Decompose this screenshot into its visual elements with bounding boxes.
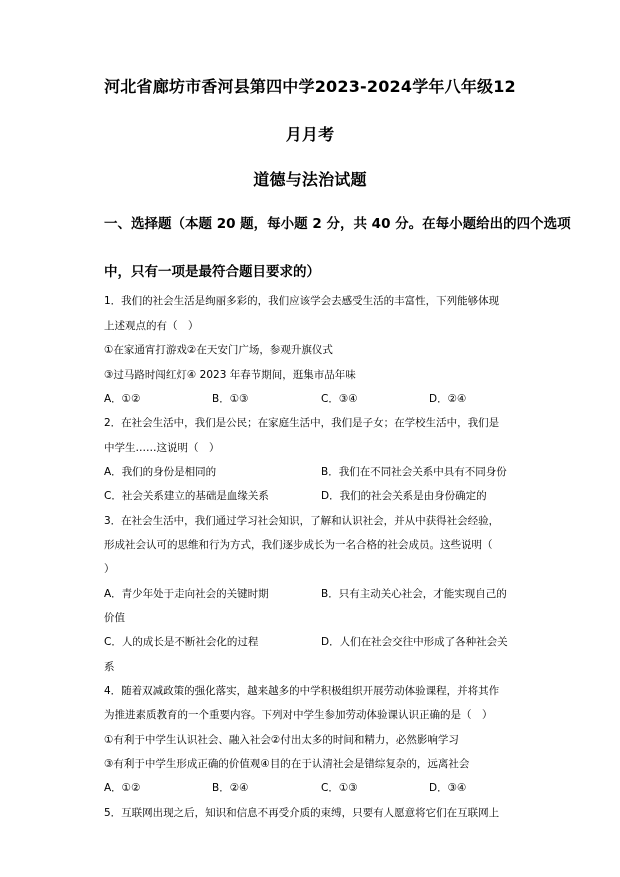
q1-stem-line-1: 1．我们的社会生活是绚丽多彩的，我们应该学会去感受生活的丰富性，下列能够体现 xyxy=(104,295,500,307)
exam-title-line-2: 月月考 xyxy=(285,125,335,144)
q1-option-d: D．②④ xyxy=(429,393,467,405)
q4-item-line-1: ①有利于中学生认识社会、融入社会②付出太多的时间和精力，必然影响学习 xyxy=(104,734,459,746)
q3-option-b: B．只有主动关心社会，才能实现自己的 xyxy=(321,588,507,600)
q2-option-b: B．我们在不同社会关系中具有不同身份 xyxy=(321,466,507,478)
q1-item-line-2: ③过马路时闯红灯④ 2023 年春节期间，逛集市品年味 xyxy=(104,369,356,381)
q3-stem-line-2: 形成社会认可的思维和行为方式，我们逐步成长为一名合格的社会成员。这些说明（ xyxy=(104,539,493,551)
q1-option-a: A．①② xyxy=(104,393,141,405)
q4-stem-line-2: 为推进素质教育的一个重要内容。下列对中学生参加劳动体验课认识正确的是（ ） xyxy=(104,709,493,721)
exam-title-line-1: 河北省廊坊市香河县第四中学2023-2024学年八年级12 xyxy=(104,77,516,96)
section-heading-line-1: 一、选择题（本题 20 题，每小题 2 分，共 40 分。在每小题给出的四个选项 xyxy=(104,216,571,232)
q3-option-b-continued: 价值 xyxy=(104,612,125,624)
q4-option-a: A．①② xyxy=(104,782,141,794)
q3-stem-line-3: ） xyxy=(104,563,115,575)
section-heading-line-2: 中，只有一项是最符合题目要求的） xyxy=(104,264,320,280)
q2-option-a: A．我们的身份是相同的 xyxy=(104,466,217,478)
q5-stem-line-1: 5．互联网出现之后，知识和信息不再受介质的束缚，只要有人愿意将它们在互联网上 xyxy=(104,807,500,819)
q2-option-d: D．我们的社会关系是由身份确定的 xyxy=(321,490,487,502)
q4-item-line-2: ③有利于中学生形成正确的价值观④目的在于认清社会是错综复杂的，远离社会 xyxy=(104,758,470,770)
q3-option-a: A．青少年处于走向社会的关键时期 xyxy=(104,588,269,600)
q2-option-c: C．社会关系建立的基础是血缘关系 xyxy=(104,490,269,502)
q3-stem-line-1: 3．在社会生活中，我们通过学习社会知识，了解和认识社会，并从中获得社会经验， xyxy=(104,515,500,527)
q3-option-d: D．人们在社会交往中形成了各种社会关 xyxy=(321,636,508,648)
q4-option-c: C．①③ xyxy=(321,782,358,794)
q3-option-c: C．人的成长是不断社会化的过程 xyxy=(104,636,259,648)
q1-option-b: B．①③ xyxy=(212,393,249,405)
q3-option-d-continued: 系 xyxy=(104,661,115,673)
q1-stem-line-2: 上述观点的有（ ） xyxy=(104,320,199,332)
subject-title: 道德与法治试题 xyxy=(253,170,367,189)
q2-stem-line-1: 2．在社会生活中，我们是公民；在家庭生活中，我们是子女；在学校生活中，我们是 xyxy=(104,417,500,429)
q1-item-line-1: ①在家通宵打游戏②在天安门广场，参观升旗仪式 xyxy=(104,344,333,356)
q4-option-b: B．②④ xyxy=(212,782,249,794)
q2-stem-line-2: 中学生……这说明（ ） xyxy=(104,442,220,454)
q4-stem-line-1: 4．随着双减政策的强化落实，越来越多的中学积极组织开展劳动体验课程，并将其作 xyxy=(104,685,500,697)
q1-option-c: C．③④ xyxy=(321,393,358,405)
q4-option-d: D．③④ xyxy=(429,782,467,794)
